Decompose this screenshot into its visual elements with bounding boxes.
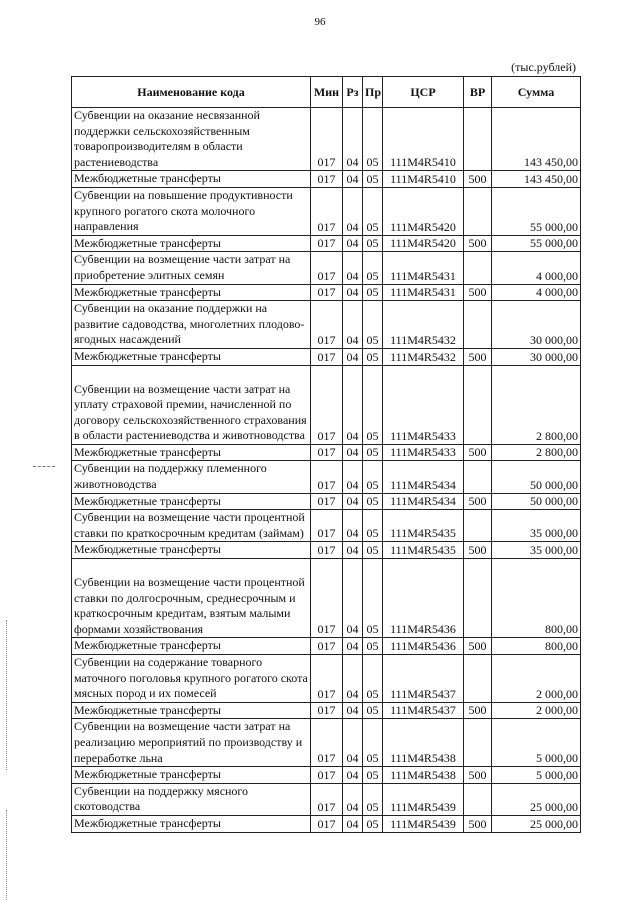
cell-pr: 05 — [363, 348, 383, 365]
cell-min: 017 — [311, 461, 343, 493]
cell-csr: 111M4R5432 — [383, 348, 464, 365]
cell-min: 017 — [311, 638, 343, 655]
cell-vr — [464, 510, 492, 542]
cell-name: Субвенции на поддержку племенного животноводства — [72, 461, 311, 493]
cell-rz: 04 — [343, 348, 363, 365]
cell-rz: 04 — [343, 235, 363, 252]
cell-min: 017 — [311, 252, 343, 284]
cell-pr: 05 — [363, 461, 383, 493]
cell-min: 017 — [311, 348, 343, 365]
cell-name: Межбюджетные трансферты — [72, 767, 311, 784]
cell-sum: 55 000,00 — [492, 187, 581, 235]
cell-vr: 500 — [464, 702, 492, 719]
table-row — [72, 444, 581, 461]
cell-name: Межбюджетные трансферты — [72, 444, 311, 461]
cell-rz: 04 — [343, 444, 363, 461]
units-label: (тыс.рублей) — [511, 60, 576, 74]
cell-min: 017 — [311, 284, 343, 301]
table-row — [72, 348, 581, 365]
cell-pr: 05 — [363, 235, 383, 252]
cell-rz: 04 — [343, 719, 363, 767]
cell-csr: 111M4R5436 — [383, 559, 464, 638]
table-row — [72, 235, 581, 252]
cell-min: 017 — [311, 444, 343, 461]
cell-min: 017 — [311, 559, 343, 638]
cell-sum: 25 000,00 — [492, 815, 581, 832]
cell-csr: 111M4R5434 — [383, 461, 464, 493]
cell-rz: 04 — [343, 187, 363, 235]
cell-pr: 05 — [363, 655, 383, 703]
cell-csr: 111M4R5410 — [383, 171, 464, 188]
cell-sum: 50 000,00 — [492, 493, 581, 510]
cell-name: Межбюджетные трансферты — [72, 284, 311, 301]
cell-name: Межбюджетные трансферты — [72, 542, 311, 559]
cell-pr: 05 — [363, 638, 383, 655]
table-row — [72, 655, 581, 703]
cell-rz: 04 — [343, 461, 363, 493]
cell-pr: 05 — [363, 815, 383, 832]
cell-rz: 04 — [343, 493, 363, 510]
header-min: Мин — [311, 77, 343, 108]
margin-mark — [6, 620, 8, 770]
cell-pr: 05 — [363, 284, 383, 301]
cell-name: Субвенции на возмещение части процентной ставки по долгосрочным, среднесрочным и краткосрочным кредитам, взятым малыми формами хозяйствования — [72, 559, 311, 638]
cell-csr: 111M4R5410 — [383, 108, 464, 171]
cell-name: Субвенции на повышение продуктивности крупного рогатого скота молочного направления — [72, 187, 311, 235]
header-name: Наименование кода — [72, 77, 311, 108]
cell-vr — [464, 108, 492, 171]
cell-name: Субвенции на возмещение части затрат на уплату страховой премии, начисленной по договору сельскохозяйственного страхования в области растениеводства и животноводства — [72, 365, 311, 444]
cell-csr: 111M4R5434 — [383, 493, 464, 510]
table-row — [72, 252, 581, 284]
cell-vr — [464, 783, 492, 815]
cell-rz: 04 — [343, 108, 363, 171]
cell-name: Субвенции на оказание поддержки на развитие садоводства, многолетних плодово-ягодных насаждений — [72, 301, 311, 349]
cell-vr: 500 — [464, 444, 492, 461]
margin-dash — [33, 466, 55, 467]
cell-csr: 111M4R5432 — [383, 301, 464, 349]
cell-min: 017 — [311, 719, 343, 767]
cell-csr: 111M4R5420 — [383, 235, 464, 252]
cell-rz: 04 — [343, 783, 363, 815]
cell-vr: 500 — [464, 767, 492, 784]
cell-vr: 500 — [464, 171, 492, 188]
cell-pr: 05 — [363, 719, 383, 767]
cell-name: Межбюджетные трансферты — [72, 348, 311, 365]
cell-pr: 05 — [363, 301, 383, 349]
table-row — [72, 284, 581, 301]
table-body — [72, 108, 581, 833]
cell-csr: 111M4R5435 — [383, 542, 464, 559]
table-row — [72, 783, 581, 815]
cell-vr: 500 — [464, 815, 492, 832]
cell-min: 017 — [311, 187, 343, 235]
cell-sum: 143 450,00 — [492, 108, 581, 171]
cell-pr: 05 — [363, 444, 383, 461]
cell-pr: 05 — [363, 187, 383, 235]
cell-pr: 05 — [363, 702, 383, 719]
cell-vr: 500 — [464, 542, 492, 559]
cell-csr: 111M4R5437 — [383, 655, 464, 703]
cell-rz: 04 — [343, 655, 363, 703]
cell-min: 017 — [311, 493, 343, 510]
cell-name: Межбюджетные трансферты — [72, 815, 311, 832]
cell-vr — [464, 559, 492, 638]
cell-name: Субвенции на содержание товарного маточного поголовья крупного рогатого скота мясных пород и их помесей — [72, 655, 311, 703]
cell-name: Межбюджетные трансферты — [72, 638, 311, 655]
cell-csr: 111M4R5433 — [383, 444, 464, 461]
cell-pr: 05 — [363, 542, 383, 559]
cell-rz: 04 — [343, 767, 363, 784]
budget-table — [71, 76, 581, 833]
table-row — [72, 365, 581, 444]
table-header-row — [72, 77, 581, 108]
cell-name: Субвенции на возмещение части процентной ставки по краткосрочным кредитам (займам) — [72, 510, 311, 542]
table-row — [72, 171, 581, 188]
cell-sum: 2 800,00 — [492, 365, 581, 444]
cell-min: 017 — [311, 171, 343, 188]
cell-pr: 05 — [363, 108, 383, 171]
cell-csr: 111M4R5439 — [383, 783, 464, 815]
cell-min: 017 — [311, 655, 343, 703]
cell-rz: 04 — [343, 301, 363, 349]
cell-sum: 800,00 — [492, 559, 581, 638]
cell-name: Субвенции на возмещение части затрат на приобретение элитных семян — [72, 252, 311, 284]
cell-sum: 2 800,00 — [492, 444, 581, 461]
cell-csr: 111M4R5439 — [383, 815, 464, 832]
cell-sum: 4 000,00 — [492, 252, 581, 284]
cell-name: Субвенции на поддержку мясного скотоводства — [72, 783, 311, 815]
cell-rz: 04 — [343, 638, 363, 655]
cell-pr: 05 — [363, 252, 383, 284]
table-row — [72, 719, 581, 767]
header-sum: Сумма — [492, 77, 581, 108]
cell-name: Межбюджетные трансферты — [72, 235, 311, 252]
cell-sum: 143 450,00 — [492, 171, 581, 188]
cell-sum: 55 000,00 — [492, 235, 581, 252]
cell-vr — [464, 365, 492, 444]
cell-sum: 2 000,00 — [492, 702, 581, 719]
header-pr: Пр — [363, 77, 383, 108]
table-row — [72, 815, 581, 832]
cell-csr: 111M4R5436 — [383, 638, 464, 655]
table-row — [72, 493, 581, 510]
cell-rz: 04 — [343, 559, 363, 638]
table-row — [72, 301, 581, 349]
table-row — [72, 767, 581, 784]
cell-vr: 500 — [464, 235, 492, 252]
cell-pr: 05 — [363, 493, 383, 510]
cell-sum: 30 000,00 — [492, 348, 581, 365]
cell-pr: 05 — [363, 365, 383, 444]
cell-sum: 35 000,00 — [492, 542, 581, 559]
cell-min: 017 — [311, 815, 343, 832]
cell-pr: 05 — [363, 171, 383, 188]
cell-name: Межбюджетные трансферты — [72, 702, 311, 719]
page-number: 96 — [314, 16, 326, 28]
cell-csr: 111M4R5437 — [383, 702, 464, 719]
cell-csr: 111M4R5433 — [383, 365, 464, 444]
cell-sum: 30 000,00 — [492, 301, 581, 349]
table-row — [72, 461, 581, 493]
cell-name: Межбюджетные трансферты — [72, 171, 311, 188]
cell-csr: 111M4R5435 — [383, 510, 464, 542]
cell-csr: 111M4R5420 — [383, 187, 464, 235]
table-row — [72, 702, 581, 719]
cell-name: Субвенции на оказание несвязанной поддержки сельскохозяйственным товаропроизводителям в области растениеводства — [72, 108, 311, 171]
cell-rz: 04 — [343, 815, 363, 832]
cell-vr — [464, 719, 492, 767]
table-row — [72, 542, 581, 559]
cell-pr: 05 — [363, 767, 383, 784]
table-row — [72, 108, 581, 171]
cell-csr: 111M4R5438 — [383, 719, 464, 767]
cell-vr — [464, 252, 492, 284]
table-row — [72, 638, 581, 655]
cell-csr: 111M4R5431 — [383, 252, 464, 284]
cell-min: 017 — [311, 783, 343, 815]
cell-sum: 25 000,00 — [492, 783, 581, 815]
cell-sum: 4 000,00 — [492, 284, 581, 301]
cell-rz: 04 — [343, 702, 363, 719]
cell-name: Межбюджетные трансферты — [72, 493, 311, 510]
table-row — [72, 510, 581, 542]
cell-sum: 2 000,00 — [492, 655, 581, 703]
cell-rz: 04 — [343, 171, 363, 188]
cell-min: 017 — [311, 235, 343, 252]
cell-pr: 05 — [363, 510, 383, 542]
cell-sum: 35 000,00 — [492, 510, 581, 542]
cell-pr: 05 — [363, 559, 383, 638]
cell-min: 017 — [311, 542, 343, 559]
cell-min: 017 — [311, 365, 343, 444]
cell-vr: 500 — [464, 284, 492, 301]
cell-vr: 500 — [464, 348, 492, 365]
cell-min: 017 — [311, 301, 343, 349]
table-row — [72, 559, 581, 638]
cell-vr — [464, 187, 492, 235]
cell-min: 017 — [311, 510, 343, 542]
cell-csr: 111M4R5431 — [383, 284, 464, 301]
cell-vr — [464, 461, 492, 493]
cell-rz: 04 — [343, 510, 363, 542]
cell-vr — [464, 301, 492, 349]
cell-sum: 50 000,00 — [492, 461, 581, 493]
table-row — [72, 187, 581, 235]
header-csr: ЦСР — [383, 77, 464, 108]
cell-name: Субвенции на возмещение части затрат на реализацию мероприятий по производству и переработке льна — [72, 719, 311, 767]
cell-rz: 04 — [343, 284, 363, 301]
cell-pr: 05 — [363, 783, 383, 815]
cell-min: 017 — [311, 108, 343, 171]
cell-vr — [464, 655, 492, 703]
cell-vr: 500 — [464, 638, 492, 655]
cell-vr: 500 — [464, 493, 492, 510]
header-vr: ВР — [464, 77, 492, 108]
cell-rz: 04 — [343, 252, 363, 284]
header-rz: Рз — [343, 77, 363, 108]
cell-sum: 5 000,00 — [492, 767, 581, 784]
cell-csr: 111M4R5438 — [383, 767, 464, 784]
cell-rz: 04 — [343, 542, 363, 559]
cell-min: 017 — [311, 767, 343, 784]
cell-sum: 5 000,00 — [492, 719, 581, 767]
cell-min: 017 — [311, 702, 343, 719]
cell-rz: 04 — [343, 365, 363, 444]
margin-mark — [6, 810, 8, 900]
cell-sum: 800,00 — [492, 638, 581, 655]
